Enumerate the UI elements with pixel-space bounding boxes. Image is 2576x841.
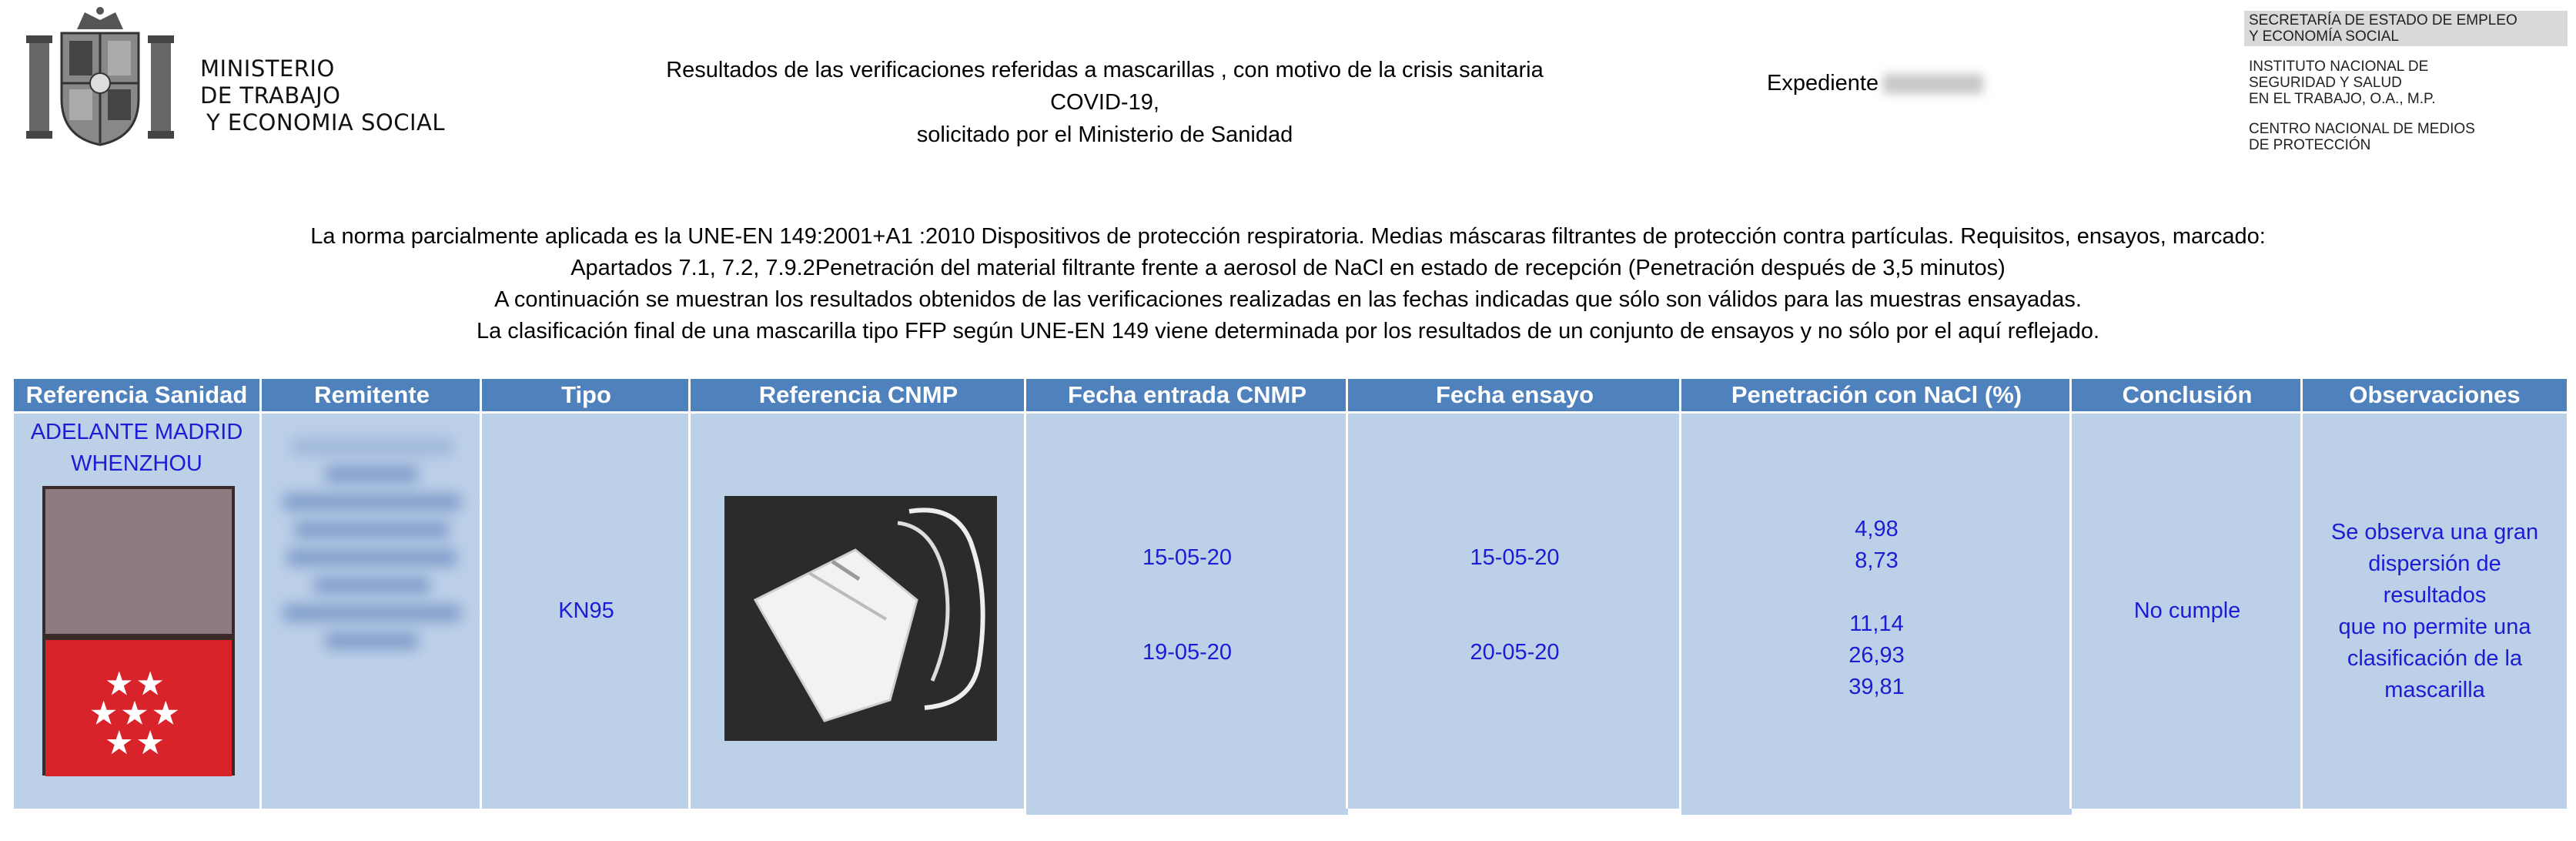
agency-line: SEGURIDAD Y SALUD: [2249, 75, 2402, 91]
expediente-label: Expediente: [1767, 71, 1879, 95]
agency-line: Y ECONOMÍA SOCIAL: [2249, 28, 2399, 45]
cell-observaciones: [2303, 414, 2567, 809]
penetracion-value: 39,81: [1848, 675, 1905, 699]
column-header: Remitente: [262, 379, 482, 411]
cell-tipo: [482, 414, 691, 809]
referencia-line: ADELANTE MADRID: [30, 420, 243, 444]
column-header: Referencia Sanidad: [14, 379, 259, 411]
redacted-text: [283, 605, 460, 622]
column-header: Conclusión: [2072, 379, 2303, 411]
penetracion-value: 11,14: [1849, 611, 1904, 636]
package-front-image: [45, 489, 232, 634]
referencia-line: WHENZHOU: [71, 451, 202, 476]
coat-of-arms-icon: [23, 6, 177, 149]
intro-line: La clasificación final de una mascarilla tipo FFP según UNE-EN 149 viene determinada por los resultados de un conjunto de ensayos y no sólo por el aquí reflejado.: [476, 319, 2100, 343]
redacted-text: [291, 438, 453, 455]
redacted-text: [326, 632, 418, 649]
column-header: Fecha ensayo: [1348, 379, 1681, 411]
cell-fecha-ensayo: [1348, 414, 1681, 809]
agency-block: [2244, 11, 2568, 167]
redacted-text: [326, 466, 418, 483]
redacted-text: [295, 521, 449, 538]
intro-paragraph: [0, 221, 2576, 347]
column-tipo: [480, 379, 691, 809]
redacted-text: [283, 494, 460, 511]
column-referencia-cnmp: [688, 379, 1026, 809]
fecha-ensayo-value: 20-05-20: [1470, 640, 1560, 665]
redacted-text: [314, 577, 430, 594]
column-header: Fecha entrada CNMP: [1026, 379, 1348, 411]
column-referencia-sanidad: [14, 379, 259, 809]
column-observaciones: [2300, 379, 2567, 809]
fecha-entrada-value: 15-05-20: [1142, 545, 1233, 570]
title-line: Resultados de las verificaciones referidas a mascarillas , con motivo de la crisis sanitaria COVID-19,: [666, 58, 1544, 115]
agency-line: EN EL TRABAJO, O.A., M.P.: [2249, 91, 2436, 107]
column-fecha-ensayo: [1346, 379, 1681, 809]
column-header: Penetración con NaCl (%): [1681, 379, 2072, 411]
cell-fecha-entrada: [1026, 414, 1348, 815]
ministry-line: DE TRABAJO: [200, 82, 341, 109]
agency-line: DE PROTECCIÓN: [2249, 137, 2371, 153]
redacted-text: [287, 549, 457, 566]
agency-line: CENTRO NACIONAL DE MEDIOS: [2249, 121, 2475, 137]
agency-line: INSTITUTO NACIONAL DE: [2249, 59, 2429, 75]
cell-penetracion: [1681, 414, 2072, 815]
ministry-name: [200, 55, 445, 136]
observaciones-line: clasificación de la: [2347, 645, 2523, 671]
column-header: Tipo: [482, 379, 691, 411]
title-line: solicitado por el Ministerio de Sanidad: [916, 122, 1293, 147]
tipo-value: KN95: [558, 598, 614, 623]
document-title: [662, 54, 1547, 151]
cell-remitente-redacted: [262, 414, 482, 809]
agency-line: SECRETARÍA DE ESTADO DE EMPLEO: [2249, 12, 2517, 28]
column-remitente: [259, 379, 482, 809]
observaciones-line: Se observa una gran: [2330, 519, 2539, 544]
cell-referencia-cnmp: [691, 414, 1026, 809]
intro-line: Apartados 7.1, 7.2, 7.9.2Penetración del material filtrante frente a aerosol de NaCl en estado de recepción (Penetración después de 3,5 minutos): [570, 256, 2006, 280]
ministry-line: MINISTERIO: [200, 55, 335, 82]
fecha-entrada-value: 19-05-20: [1142, 640, 1233, 665]
centro-label: [2244, 121, 2568, 153]
observaciones-line: dispersión de resultados: [2368, 551, 2501, 608]
fecha-ensayo-value: 15-05-20: [1470, 545, 1560, 570]
mask-photo-image: [724, 496, 997, 741]
penetracion-value: 8,73: [1855, 548, 1899, 573]
intro-line: La norma parcialmente aplicada es la UNE-EN 149:2001+A1 :2010 Dispositivos de protección respiratoria. Medias máscaras filtrantes de protección contra partículas. Requisitos, ensayos, marcado:: [310, 224, 2266, 249]
product-package-image: [42, 486, 235, 776]
instituto-label: [2244, 59, 2568, 107]
column-header: Referencia CNMP: [691, 379, 1026, 411]
intro-line: A continuación se muestran los resultados obtenidos de las verificaciones realizadas en las fechas indicadas que sólo son válidos para las muestras ensayadas.: [494, 287, 2082, 312]
madrid-flag-image: [45, 640, 232, 776]
penetracion-value: 4,98: [1855, 517, 1899, 541]
expediente: [1767, 71, 1983, 96]
ministry-line: Y ECONOMIA SOCIAL: [206, 109, 446, 136]
penetracion-value: 26,93: [1848, 643, 1905, 668]
column-header: Observaciones: [2303, 379, 2567, 411]
observaciones-line: mascarilla: [2384, 677, 2485, 702]
cell-referencia-sanidad: [14, 414, 259, 809]
column-penetracion: [1679, 379, 2072, 809]
results-table: [14, 379, 2564, 809]
redacted-expediente-number: [1883, 74, 1983, 94]
conclusion-value: No cumple: [2133, 598, 2241, 623]
cell-conclusion: [2072, 414, 2303, 809]
column-fecha-entrada: [1024, 379, 1348, 809]
observaciones-line: que no permite una: [2338, 614, 2531, 639]
secretaria-label: [2244, 11, 2568, 46]
column-conclusion: [2069, 379, 2303, 809]
